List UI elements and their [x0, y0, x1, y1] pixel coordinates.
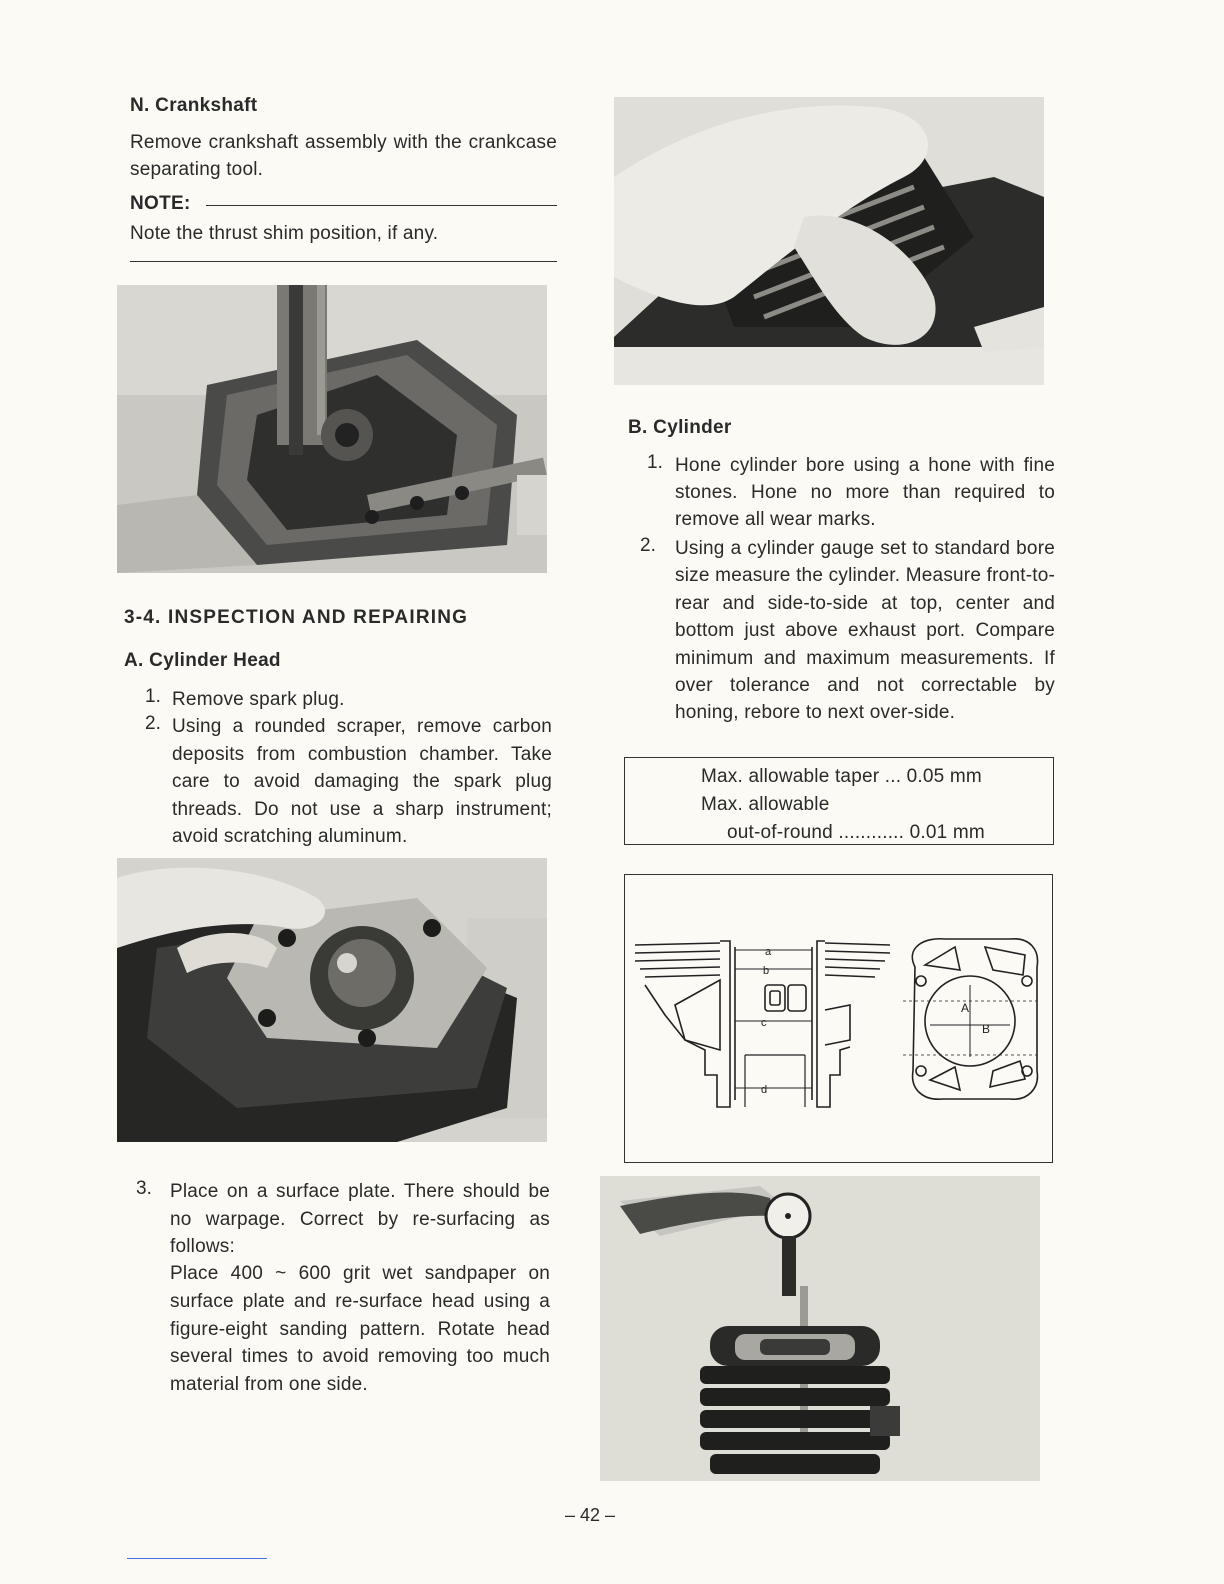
sanding-photo [614, 97, 1044, 385]
step-text: Using a rounded scraper, remove carbon deposits from combustion chamber. Take care to avoid damaging the spark plug threads. Do not use a sharp instrument; avoid scratching aluminum. [172, 716, 552, 847]
step-number: 1. [647, 452, 663, 473]
step-number: 3. [136, 1178, 152, 1199]
spec-out-of-round-label: Max. allowable [701, 794, 830, 815]
diagram-label-c: c [761, 1017, 767, 1029]
cylinder-head-photo [117, 858, 547, 1142]
note-rule-bottom [130, 261, 557, 262]
cylinder-heading: B. Cylinder [628, 417, 732, 438]
step-number: 2. [145, 713, 161, 734]
section-heading: 3-4. INSPECTION AND REPAIRING [124, 607, 469, 628]
diagram-label-A: A [961, 1001, 970, 1015]
diagram-label-b: b [763, 965, 770, 977]
diagram-label-B: B [982, 1022, 991, 1036]
spec-out-of-round: out-of-round ............ 0.01 mm [727, 822, 985, 843]
step-text: Remove spark plug. [172, 689, 345, 710]
note-label: NOTE: [130, 193, 191, 214]
step3-continuation: Place 400 ~ 600 grit wet sandpaper on surface plate and re-surface head using a figure-eight sanding pattern. Rotate head several times to avoid removing too much material from one side. [170, 1263, 550, 1396]
step-text: Place on a surface plate. There should be no warpage. Correct by re-surfacing as follows: [170, 1181, 550, 1257]
bore-gauge-photo [600, 1176, 1040, 1481]
step-number: 2. [640, 535, 656, 556]
page-number: – 42 – [565, 1505, 616, 1525]
spec-taper: Max. allowable taper ... 0.05 mm [701, 766, 982, 787]
crankshaft-heading: N. Crankshaft [130, 95, 258, 116]
step-text: Hone cylinder bore using a hone with fine stones. Hone no more than required to remove all wear marks. [675, 455, 1055, 530]
diagram-label-d: d [761, 1084, 768, 1096]
tolerance-spec-box [624, 757, 1054, 845]
diagram-label-a: a [765, 946, 772, 958]
note-rule-top [206, 205, 557, 206]
cylinder-measurement-diagram [624, 874, 1053, 1163]
scan-artifact-line [127, 1558, 267, 1559]
note-text: Note the thrust shim position, if any. [130, 223, 439, 244]
cylinder-head-subheading: A. Cylinder Head [124, 650, 281, 671]
crankcase-tool-photo [117, 285, 547, 573]
crankshaft-body: Remove crankshaft assembly with the crankcase separating tool. [130, 132, 557, 180]
step-text: Using a cylinder gauge set to standard bore size measure the cylinder. Measure front-to-rear and side-to-side at top, center and bottom just above exhaust port. Compare minimum and maximum measurements. If over tolerance and not correctable by honing, rebore to next over-side. [675, 538, 1055, 724]
step-number: 1. [145, 686, 161, 707]
